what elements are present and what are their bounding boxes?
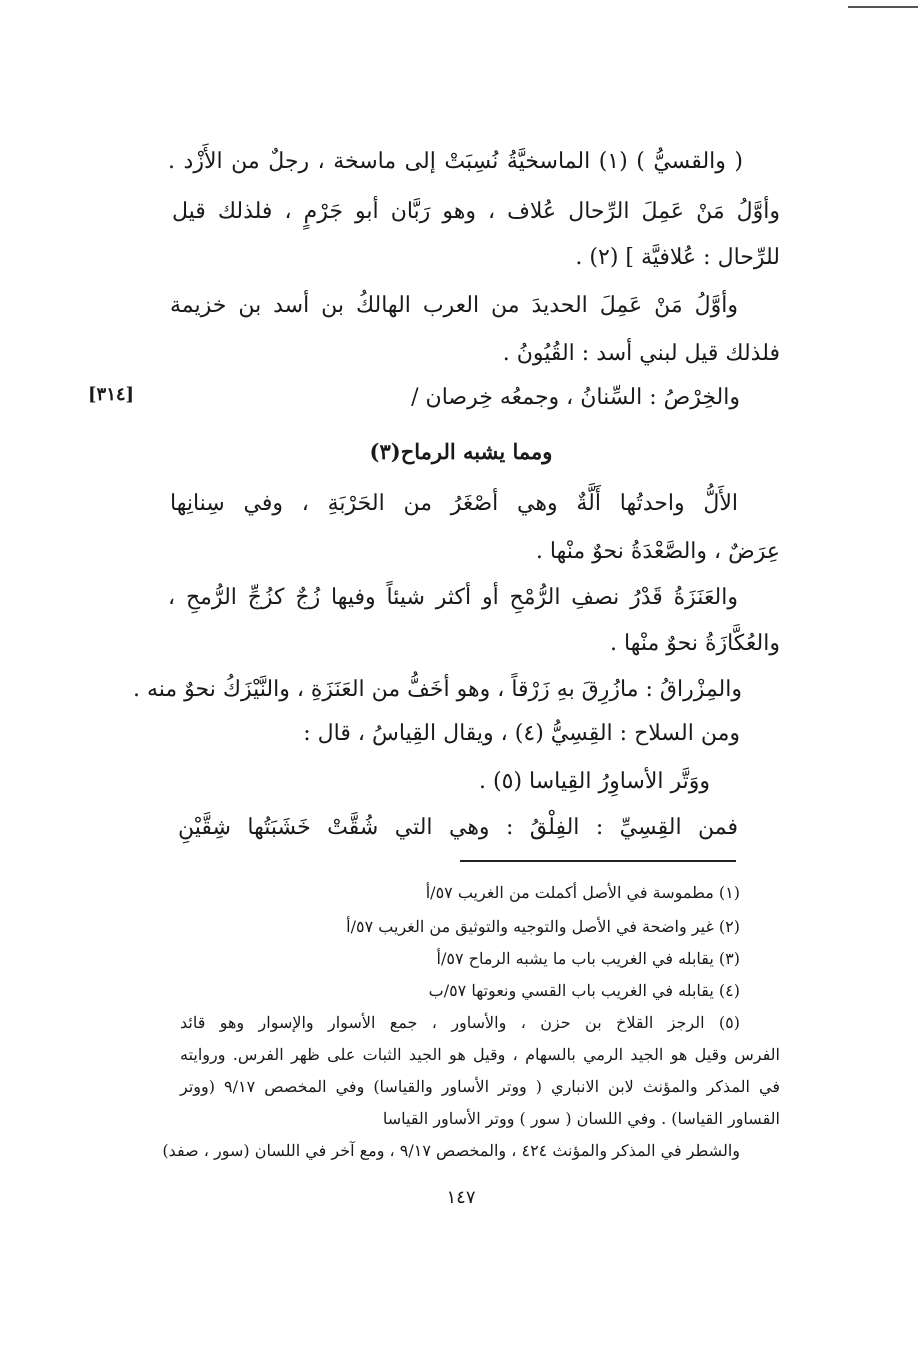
text-line-10: والعُكَّازَةُ نحوٌ منْها . — [610, 631, 780, 656]
footnote-1: (١) مطموسة في الأصل أكملت من الغريب ٥٧/أ — [425, 883, 740, 902]
footnote-5-line-2: الفرس وقيل هو الجيد الرمي بالسهام ، وقيل هو الجيد الثبات على ظهر الفرس. وروايته — [180, 1045, 781, 1064]
footnote-5-line-4: القساور القياسا) . وفي اللسان ( سور ) ووتر الأساور القياسا — [382, 1109, 780, 1128]
text-line-3: للرِّحال : عُلافيَّة ] (٢) . — [575, 245, 780, 270]
footnote-5: (٥) الرجز القلاخ بن حزن ، والأساور ، جمع الأسوار والإسوار وهو قائد — [180, 1013, 740, 1032]
text-line-12: ومن السلاح : القِسِيُّ (٤) ، ويقال القِياسُ ، قال : — [303, 721, 740, 746]
text-line-6: والخِرْصُ : السِّنانُ ، وجمعُه خِرصان / — [411, 385, 740, 410]
footnote-3: (٣) يقابله في الغريب باب ما يشبه الرماح ٥٧/أ — [436, 949, 740, 968]
scan-corner-mark — [848, 6, 918, 8]
footnote-4: (٤) يقابله في الغريب باب القسي ونعوتها ٥٧/ب — [428, 981, 740, 1000]
footnote-2: (٢) غير واضحة في الأصل والتوجيه والتوثيق من الغريب ٥٧/أ — [346, 917, 740, 936]
footnote-5-line-5: والشطر في المذكر والمؤنث ٤٢٤ ، والمخصص ٩/١٧ ، ومع آخر في اللسان (سور ، صفد) — [162, 1141, 740, 1160]
text-line-2: وأوَّلُ مَنْ عَمِلَ الرِّحال عُلاف ، وهو رَبَّان أبو جَرْمٍ ، فلذلك قيل — [172, 199, 780, 224]
manuscript-folio-marker: [٣١٤] — [88, 384, 135, 405]
text-line-14: فمن القِسِيِّ : الفِلْقُ : وهي التي شُقَّتْ خَشَبَتُها شِقَّيْنِ — [178, 815, 738, 840]
text-line-13: ووَتَّر الأساوِرُ القِياسا (٥) . — [479, 769, 710, 794]
text-line-11: والمِزْراقُ : مازُرِقَ بهِ زَرْقاً ، وهو أخَفُّ من العَنَزَةِ ، والنَّيْزَكُ نحوٌ منه . — [132, 677, 742, 702]
section-heading: ومما يشبه الرماح(٣) — [369, 439, 553, 464]
text-line-5: فلذلك قيل لبني أسد : القُيُونُ . — [502, 341, 780, 366]
text-line-8: عِرَضٌ ، والصَّعْدَةُ نحوٌ منْها . — [535, 539, 780, 564]
text-line-7: الأَلُّ واحدتُها أَلَّةٌ وهي أصْغَرُ من الحَرْبَةِ ، وفي سِنانِها — [170, 491, 738, 516]
text-line-9: والعَنَزَةُ قَدْرُ نصفِ الرُّمْحِ أو أكثر شيئاً وفيها زُجٌ كزُجِّ الرُّمحِ ، — [168, 585, 738, 610]
text-line-1: ( والقسيُّ ) (١) الماسخيَّةُ نُسِبَتْ إلى ماسخة ، رجلٌ من الأَزْد . — [168, 149, 743, 174]
footnote-separator — [460, 860, 736, 862]
page-number: ١٤٧ — [446, 1187, 476, 1208]
footnote-5-line-3: في المذكر والمؤنث لابن الانباري ( ووتر الأساور والقياسا) وفي المخصص ٩/١٧ (ووتر — [180, 1077, 780, 1096]
text-line-4: وأوَّلُ مَنْ عَمِلَ الحديدَ من العرب الهالكُ بن أسد بن خزيمة — [170, 293, 738, 318]
